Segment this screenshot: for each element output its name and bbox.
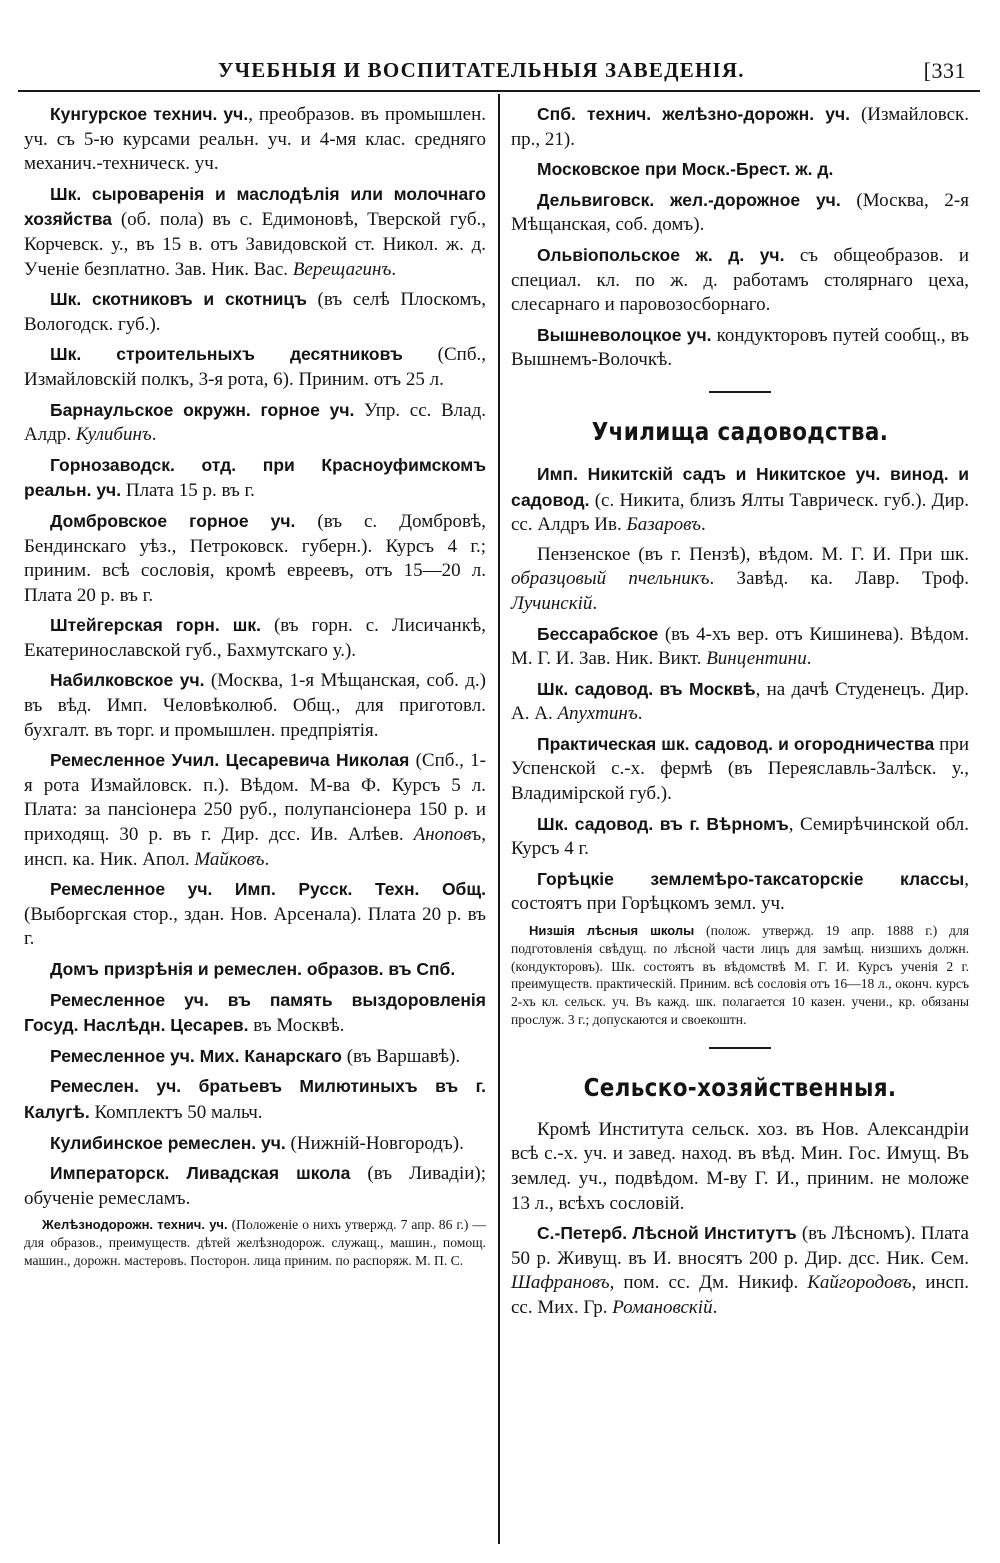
entry-barnaul: Барнаульское окружн. горное уч. Упр. сс. Влад. Алдр. Кулибинъ. <box>24 399 486 446</box>
entry-russk-tekhn: Ремесленное уч. Имп. Русск. Техн. Общ. (Выборгская стор., здан. Нов. Арсенала). Плата 20 р. въ г. <box>24 879 486 950</box>
entry-bessarabia: Бессарабское (въ 4-хъ вер. отъ Кишинева). Вѣдом. М. Г. И. Зав. Ник. Викт. Винцентини. <box>511 623 969 670</box>
section-divider <box>709 1047 771 1049</box>
entry-pamyat: Ремесленное уч. въ память выздоровленія Госуд. Наслѣдн. Цесарев. въ Москвѣ. <box>24 989 486 1037</box>
note-forest-schools: Низшія лѣсныя школы (полож. утвержд. 19 апр. 1888 г.) для подготовленія свѣдущ. по лѣсной части лицъ для замѣщ. низшихъ должн. (кондукторовъ). Шк. состоятъ въ вѣдомствѣ М. Г. И. Курсъ ученія 2 г. преимуществ. практическій. Приним. всѣ сословія отъ 16—18 л., оконч. курсъ 2-хъ кл. сельск. уч. Въ кажд. шк. полагается 10 казен. учени., кр. обязаны прослуж. 3 г.; допускаются и своекоштн. <box>511 923 969 1028</box>
right-column <box>511 102 969 1326</box>
entry-olviopol: Ольвіопольское ж. д. уч. съ общеобразов. и специал. кл. по ж. д. работамъ столярнаго цеха, слесарнаго и паровозосборнаго. <box>511 244 969 316</box>
running-title: УЧЕБНЫЯ И ВОСПИТАТЕЛЬНЫЯ ЗАВЕДЕНІЯ. <box>218 58 745 82</box>
entry-desyatniki: Шк. строительныхъ десятниковъ (Спб., Измайловскій полкъ, 3-я рота, 6). Приним. отъ 25 л. <box>24 344 486 390</box>
entry-tsesarevich: Ремесленное Учил. Цесаревича Николая (Спб., 1-я рота Измайловск. п.). Вѣдом. М-ва Ф. Курсъ 5 л. Плата: за пансіонера 250 руб., полупансіонера 150 р. и приходящ. 30 р. въ г. Дир. дсс. Ив. Алѣев. Аноповъ, инсп. кa. Ник. Апол. Майковъ. <box>24 750 487 870</box>
entry-penza: Пензенское (въ г. Пензѣ), вѣдом. М. Г. И. При шк. образцовый пчельникъ. Завѣд. кa. Лавр. Троф. Лучинскій. <box>511 543 969 614</box>
column-divider <box>498 94 500 1544</box>
entry-uspensk: Практическая шк. садовод. и огородничества при Успенской с.-х. фермѣ (въ Переяславль-Залѣск. у., Владимірской губ.). <box>511 733 969 805</box>
entry-nikitsky: Имп. Никитскій садъ и Никитское уч. винод. и садовод. (с. Никита, близъ Ялты Таврическ. губ.). Дир. сс. Алдръ Ив. Базаровъ. <box>511 463 969 536</box>
page-header <box>18 58 980 92</box>
entry-moscow-garden: Шк. садовод. въ Москвѣ, на дачѣ Студенецъ. Дир. А. А. Апухтинъ. <box>511 678 969 725</box>
section-heading-agricultural: Сельско-хозяйственныя. <box>583 1072 897 1102</box>
entry-kungur: Кунгурское технич. уч., преобразов. въ промышлен. уч. съ 5-ю курсами реальн. уч. и 4-мя клас. средняго механич.-техническ. уч. <box>24 104 486 175</box>
entry-moskovskoe: Московское при Моск.-Брест. ж. д. <box>537 159 834 180</box>
entry-dombrov: Домбровское горное уч. (въ с. Домбровѣ, Бендинскаго уѣз., Петроковск. губерн.). Курсъ 4 г.; приним. всѣ сословія, кромѣ евреевъ, отъ 15—20 л. Плата 20 р. въ г. <box>24 510 486 606</box>
entry-milyutiny: Ремеслен. уч. братьевъ Милютиныхъ въ г. Калугѣ. Комплектъ 50 мальч. <box>24 1076 486 1123</box>
entry-novo-aleksandria: Кромѣ Института сельск. хоз. въ Нов. Александріи всѣ с.-х. уч. и завед. наход. въ вѣд. Мин. Гос. Имущ. Въ землед. уч., подвѣдом. М-ву Г. И., приним. не моложе 13 л., всѣхъ сословій. <box>511 1118 969 1214</box>
entry-kulibin: Кулибинское ремеслен. уч. (Нижній-Новгородъ). <box>50 1132 464 1154</box>
note-railway: Желѣзнодорожн. технич. уч. (Положеніе о нихъ утвержд. 7 апр. 86 г.) — для образов., преимуществ. дѣтей желѣзнодорож. служащ., машин., помощ. машин., дорожн. мастеровъ. Посторон. лица приним. по распоряж. М. П. С. <box>24 1217 486 1268</box>
entry-verny: Шк. садовод. въ г. Вѣрномъ, Семирѣчинской обл. Курсъ 4 г. <box>511 813 969 860</box>
entry-kanarsky: Ремесленное уч. Мих. Канарскаго (въ Варшавѣ). <box>50 1045 461 1067</box>
entry-vyshnevolotsk: Вышневолоцкое уч. кондукторовъ путей сообщ., въ Вышнемъ-Волочкѣ. <box>511 324 969 371</box>
entry-livadia: Императорск. Ливадская школа (въ Ливадіи); обученіе ремесламъ. <box>24 1163 487 1209</box>
entry-nabilkov: Набилковское уч. (Москва, 1-я Мѣщанская, соб. д.) въ вѣд. Имп. Человѣколюб. Общ., для приготовл. бухгалт. въ торг. и промышлен. предпріятія. <box>24 670 486 741</box>
entry-syrovarenie: Шк. сыроваренія и маслодѣлія или молочнаго хозяйства (об. пола) въ с. Едимоновѣ, Тверской губ., Корчевск. у., въ 15 в. отъ Завидовской ст. Никол. ж. д. Ученіе безплатно. Зав. Ник. Вас. Верещагинъ. <box>24 183 486 280</box>
entry-shteiger: Штейгерская горн. шк. (въ горн. с. Лисичанкѣ, Екатеринославской губ., Бахмутскаго у.). <box>24 615 486 661</box>
section-divider <box>709 391 771 393</box>
entry-gornozavodsk: Горнозаводск. отд. при Красноуфимскомъ реальн. уч. Плата 15 р. въ г. <box>24 454 486 502</box>
entry-goretsk: Горѣцкіе землемѣро-таксаторскіе классы, состоятъ при Горѣцкомъ земл. уч. <box>511 868 969 915</box>
entry-delvig: Дельвиговск. жел.-дорожное уч. (Москва, 2-я Мѣщанская, соб. домъ). <box>511 189 969 236</box>
header-rule <box>18 90 980 92</box>
section-heading-gardening: Училища садоводства. <box>591 416 889 446</box>
page-number: [331 <box>923 58 966 83</box>
entry-lesnoy-institut: С.-Петерб. Лѣсной Институтъ (въ Лѣсномъ). Плата 50 р. Живущ. въ И. вносятъ 200 р. Дир. дсс. Ник. Сем. Шафрановъ, пом. сс. Дм. Никиф. Кайгородовъ, инсп. сс. Мих. Гр. Романовскій. <box>511 1223 969 1318</box>
entry-skotniki: Шк. скотниковъ и скотницъ (въ селѣ Плоскомъ, Вологодск. губ.). <box>24 289 486 335</box>
entry-spb-railway: Спб. технич. желѣзно-дорожн. уч. (Измайловск. пр., 21). <box>511 104 969 150</box>
entry-dom-prizreniya: Домъ призрѣнія и ремеслен. образов. въ Спб. <box>50 959 456 979</box>
left-column <box>24 102 486 1276</box>
